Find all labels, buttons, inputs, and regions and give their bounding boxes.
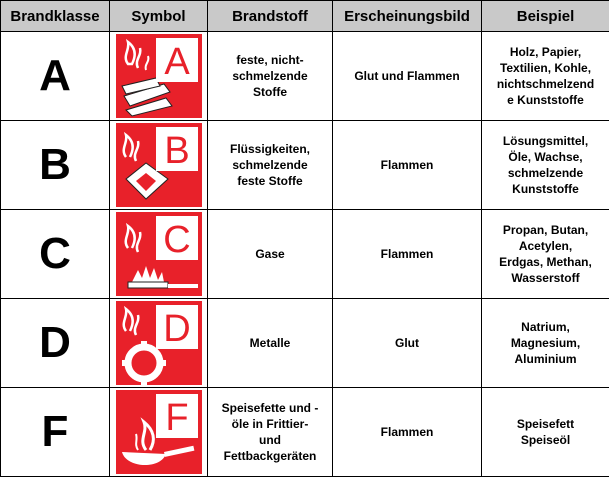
table-row-f — [1, 388, 609, 477]
brandstoff-cell: feste, nicht- schmelzende Stoffe — [208, 32, 333, 121]
header-row — [1, 1, 609, 32]
table-row-b — [1, 121, 609, 210]
table-row-a — [1, 32, 609, 121]
beispiel-cell: Holz, Papier, Textilien, Kohle, nichtschmelzend e Kunststoffe — [482, 32, 609, 121]
erscheinungsbild-cell: Flammen — [333, 121, 482, 210]
symbol-letter: B — [164, 130, 189, 172]
brandstoff-cell: Speisefette und - öle in Frittier- und Fettbackgeräten — [208, 388, 333, 477]
brandstoff-cell: Gase — [208, 210, 333, 299]
header-brandstoff: Brandstoff — [208, 1, 333, 32]
table-row-c — [1, 210, 609, 299]
symbol-letter: A — [164, 41, 190, 83]
symbol-letter: C — [163, 219, 190, 261]
fire-class-letter: F — [1, 388, 110, 477]
burning-pan-icon — [116, 390, 202, 474]
fire-class-letter: D — [1, 299, 110, 388]
burning-metal-icon — [116, 301, 202, 385]
fire-class-letter: A — [1, 32, 110, 121]
header-brandklasse: Brandklasse — [1, 1, 110, 32]
header-beispiel: Beispiel — [482, 1, 609, 32]
symbol-cell — [110, 210, 208, 299]
erscheinungsbild-cell: Glut und Flammen — [333, 32, 482, 121]
erscheinungsbild-cell: Glut — [333, 299, 482, 388]
symbol-cell — [110, 388, 208, 477]
header-symbol: Symbol — [110, 1, 208, 32]
header-erscheinungsbild: Erscheinungsbild — [333, 1, 482, 32]
symbol-cell — [110, 121, 208, 210]
symbol-letter: D — [163, 308, 190, 350]
symbol-cell — [110, 299, 208, 388]
brandstoff-cell: Flüssigkeiten, schmelzende feste Stoffe — [208, 121, 333, 210]
symbol-letter: F — [165, 397, 188, 439]
beispiel-cell: Lösungsmittel, Öle, Wachse, schmelzende Kunststoffe — [482, 121, 609, 210]
fire-class-letter: B — [1, 121, 110, 210]
burning-gas-icon — [116, 212, 202, 296]
beispiel-cell: Propan, Butan, Acetylen, Erdgas, Methan, Wasserstoff — [482, 210, 609, 299]
beispiel-cell: Natrium, Magnesium, Aluminium — [482, 299, 609, 388]
burning-liquid-icon — [116, 123, 202, 207]
erscheinungsbild-cell: Flammen — [333, 388, 482, 477]
table-row-d — [1, 299, 609, 388]
fire-class-letter: C — [1, 210, 110, 299]
brandstoff-cell: Metalle — [208, 299, 333, 388]
symbol-cell — [110, 32, 208, 121]
burning-wood-icon — [116, 34, 202, 118]
beispiel-cell: Speisefett Speiseöl — [482, 388, 609, 477]
erscheinungsbild-cell: Flammen — [333, 210, 482, 299]
